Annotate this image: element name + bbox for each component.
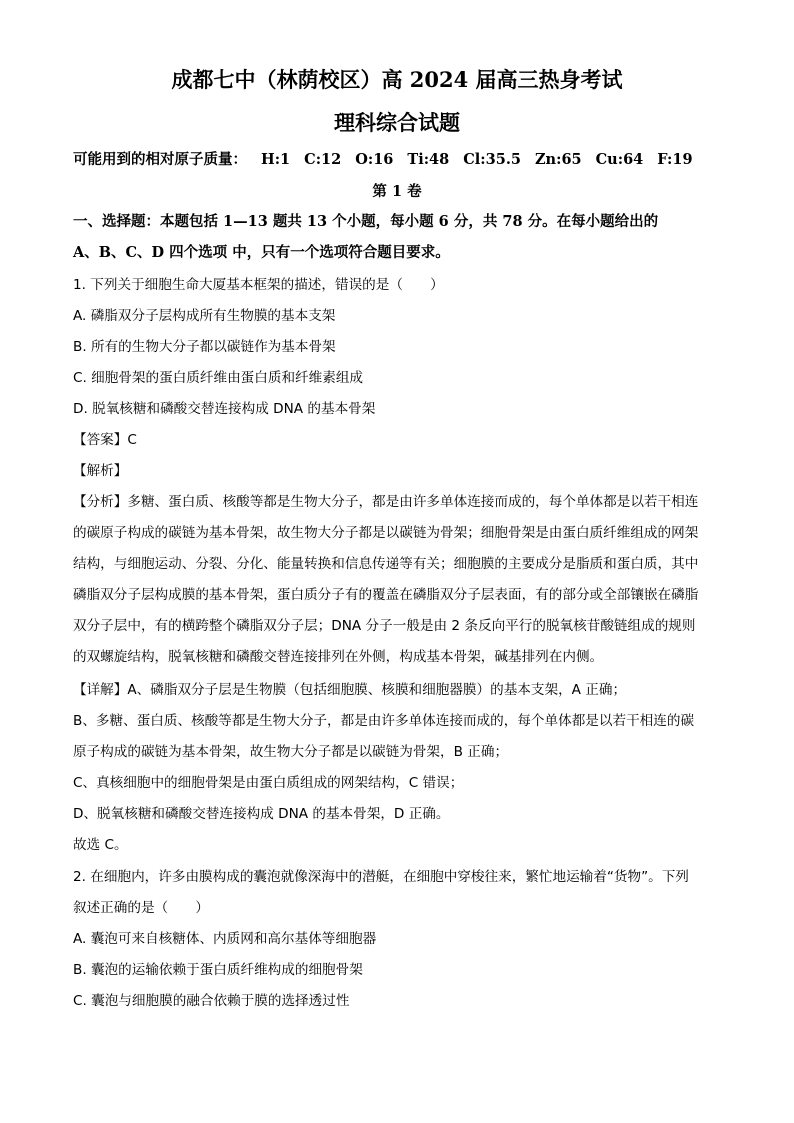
question-1-option-d: D. 脱氧核糖和磷酸交替连接构成 DNA 的基本骨架 xyxy=(73,401,376,417)
question-2-stem-line-2: 叙述正确的是（ ） xyxy=(73,900,209,916)
detail-line: 原子构成的碳链为基本骨架，故生物大分子都是以碳链为骨架，B 正确； xyxy=(73,744,509,760)
detail-line: C、真核细胞中的细胞骨架是由蛋白质组成的网架结构，C 错误； xyxy=(73,775,464,791)
atomic-mass-cl: Cl:35.5 xyxy=(463,151,521,168)
question-2-option-a: A. 囊泡可来自核糖体、内质网和高尔基体等细胞器 xyxy=(73,931,377,947)
atomic-mass-ti: Ti:48 xyxy=(407,151,450,168)
atomic-mass-cu: Cu:64 xyxy=(595,151,644,168)
analysis-line: 磷脂双分子层构成膜的基本骨架，蛋白质分子有的覆盖在磷脂双分子层表面，有的部分或全部镶嵌在磷脂 xyxy=(73,587,699,603)
section-instruction-line-2: A、B、C、D 四个选项 中，只有一个选项符合题目要求。 xyxy=(73,244,450,261)
question-1-option-b: B. 所有的生物大分子都以碳链作为基本骨架 xyxy=(73,339,336,355)
atomic-mass-label: 可能用到的相对原子质量： xyxy=(73,151,247,168)
question-2-option-c: C. 囊泡与细胞膜的融合依赖于膜的选择透过性 xyxy=(73,993,350,1009)
detail-line: B、多糖、蛋白质、核酸等都是生物大分子，都是由许多单体连接而成的，每个单体都是以若干相连的碳 xyxy=(73,713,695,729)
atomic-mass-c: C:12 xyxy=(304,151,342,168)
atomic-mass-h: H:1 xyxy=(261,151,291,168)
question-1-analysis-label: 【解析】 xyxy=(73,463,128,479)
analysis-line: 【分析】多糖、蛋白质、核酸等都是生物大分子，都是由许多单体连接而成的，每个单体都是以若干相连 xyxy=(73,494,699,510)
question-2-stem-line-1: 2. 在细胞内，许多由膜构成的囊泡就像深海中的潜艇，在细胞中穿梭往来，繁忙地运输着“货物”。下列 xyxy=(73,869,689,885)
question-1-option-c: C. 细胞骨架的蛋白质纤维由蛋白质和纤维素组成 xyxy=(73,370,364,386)
atomic-mass-zn: Zn:65 xyxy=(534,151,582,168)
exam-title: 成都七中（林荫校区）高 2024 届高三热身考试 xyxy=(171,67,623,92)
analysis-line: 双分子层中，有的横跨整个磷脂双分子层；DNA 分子一般是由 2 条反向平行的脱氧核苷酸链组成的规则 xyxy=(73,618,696,634)
question-1-stem: 1. 下列关于细胞生命大厦基本框架的描述，错误的是（ ） xyxy=(73,277,444,293)
analysis-line: 的碳原子构成的碳链为基本骨架，故生物大分子都是以碳链为骨架；细胞骨架是由蛋白质纤维组成的网架 xyxy=(73,525,699,541)
question-1-answer: 【答案】C xyxy=(73,432,137,448)
atomic-mass-line xyxy=(73,150,693,170)
detail-line: D、脱氧核糖和磷酸交替连接构成 DNA 的基本骨架，D 正确。 xyxy=(73,806,450,822)
analysis-line: 结构，与细胞运动、分裂、分化、能量转换和信息传递等有关；细胞膜的主要成分是脂质和蛋白质，其中 xyxy=(73,556,699,572)
volume-heading: 第 1 卷 xyxy=(372,183,422,200)
detail-line: 故选 C。 xyxy=(73,837,128,853)
atomic-mass-o: O:16 xyxy=(355,151,394,168)
section-instruction-line-1: 一、选择题：本题包括 1—13 题共 13 个小题，每小题 6 分，共 78 分。在每小题给出的 xyxy=(73,213,659,230)
question-2-option-b: B. 囊泡的运输依赖于蛋白质纤维构成的细胞骨架 xyxy=(73,962,363,978)
atomic-mass-f: F:19 xyxy=(657,151,693,168)
exam-subtitle: 理科综合试题 xyxy=(334,110,460,135)
analysis-line: 的双螺旋结构，脱氧核糖和磷酸交替连接排列在外侧，构成基本骨架，碱基排列在内侧。 xyxy=(73,649,604,665)
detail-line: 【详解】A、磷脂双分子层是生物膜（包括细胞膜、核膜和细胞器膜）的基本支架，A 正确； xyxy=(73,682,627,698)
question-1-option-a: A. 磷脂双分子层构成所有生物膜的基本支架 xyxy=(73,308,336,324)
